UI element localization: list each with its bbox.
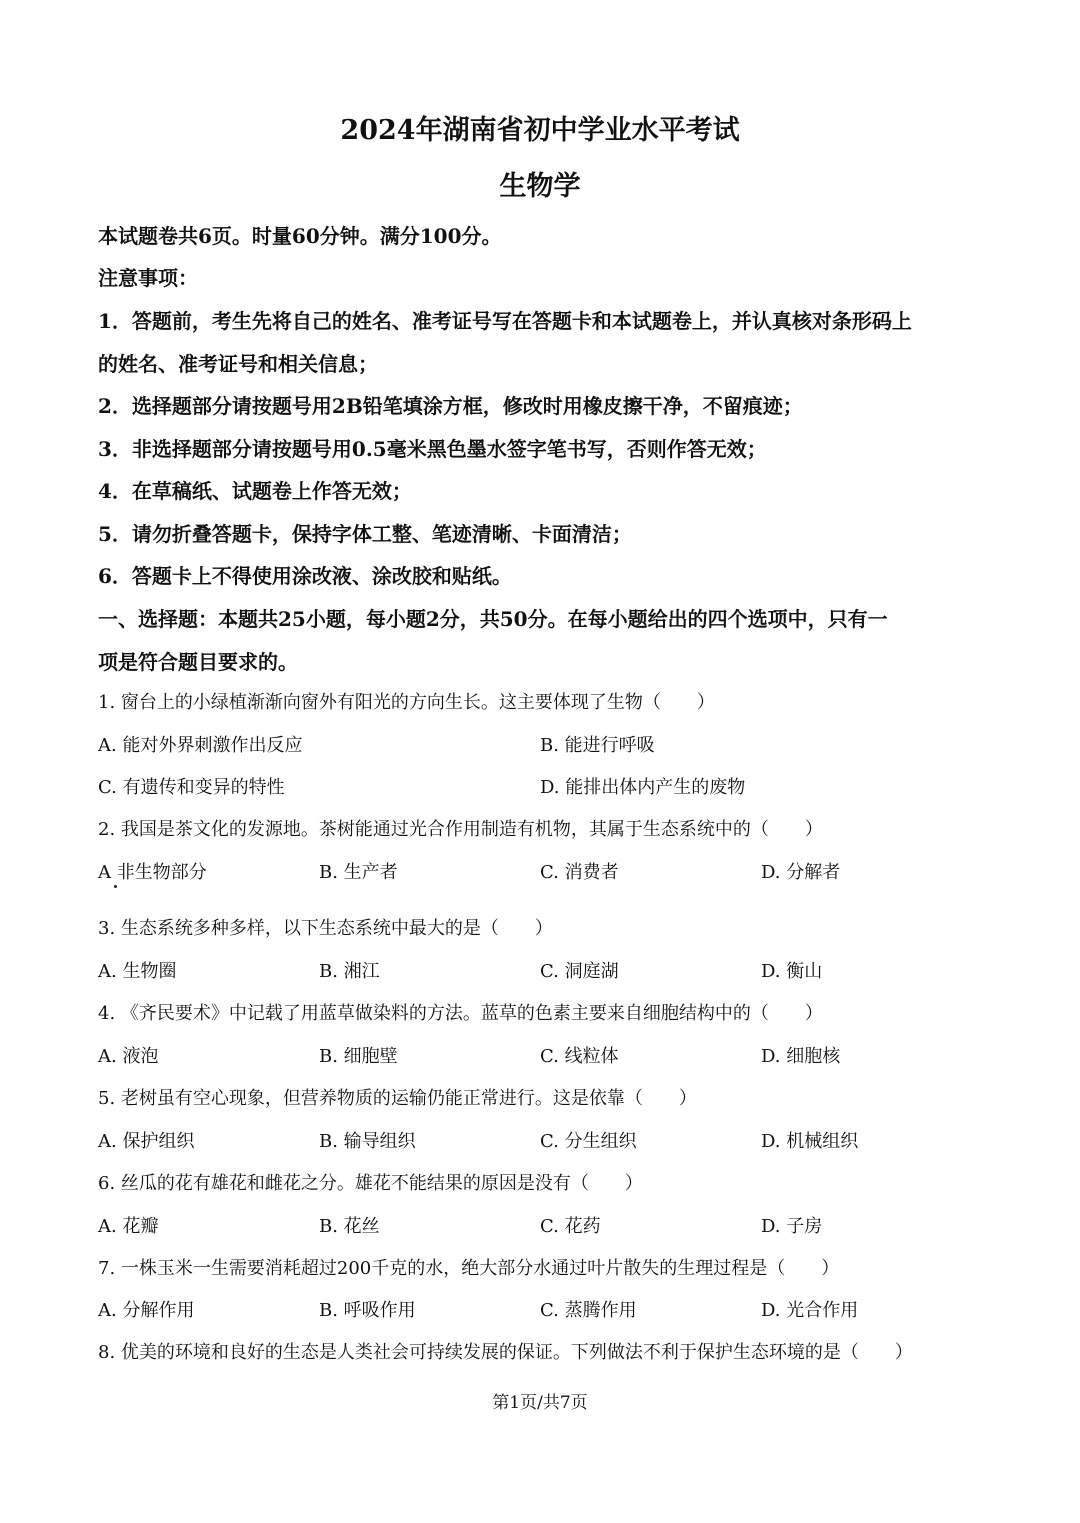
option-d: D. 能排出体内产生的废物 — [540, 777, 746, 798]
option-d: D. 衡山 — [761, 961, 823, 982]
option-c: C. 花药 — [540, 1216, 601, 1237]
page-footer: 第1页/共7页 — [492, 1393, 588, 1413]
option-c: C. 洞庭湖 — [540, 961, 619, 982]
option-c: C. 消费者 — [540, 862, 619, 883]
question-stem: 4. 《齐民要术》中记载了用蓝草做染料的方法。蓝草的色素主要来自细胞结构中的（ ） — [98, 1003, 823, 1024]
note-item: 的姓名、准考证号和相关信息； — [98, 352, 378, 376]
option-a: A. 分解作用 — [98, 1300, 195, 1321]
option-d: D. 子房 — [761, 1216, 823, 1237]
option-a: A. 生物圈 — [98, 961, 177, 982]
option-c: C. 有遗传和变异的特性 — [98, 777, 285, 798]
option-a: A. 花瓣 — [98, 1216, 159, 1237]
option-b: B. 能进行呼吸 — [540, 735, 655, 756]
note-item: 4．在草稿纸、试题卷上作答无效； — [98, 479, 412, 503]
note-item: 5．请勿折叠答题卡，保持字体工整、笔迹清晰、卡面清洁； — [98, 522, 632, 546]
note-item: 6．答题卡上不得使用涂改液、涂改胶和贴纸。 — [98, 564, 512, 588]
option-a: A 非生物部分 — [98, 862, 207, 883]
question-stem: 3. 生态系统多种多样，以下生态系统中最大的是（ ） — [98, 918, 553, 939]
exam-title: 2024年湖南省初中学业水平考试 — [340, 115, 740, 146]
note-item: 2．选择题部分请按题号用2B铅笔填涂方框，修改时用橡皮擦干净，不留痕迹； — [98, 394, 803, 418]
option-c: C. 分生组织 — [540, 1131, 637, 1152]
subject-title: 生物学 — [499, 171, 581, 202]
option-b: B. 湘江 — [319, 961, 380, 982]
question-stem: 6. 丝瓜的花有雄花和雌花之分。雄花不能结果的原因是没有（ ） — [98, 1173, 643, 1194]
note-item: 3．非选择题部分请按题号用0.5毫米黑色墨水签字笔书写，否则作答无效； — [98, 437, 767, 461]
question-stem: 2. 我国是茶文化的发源地。茶树能通过光合作用制造有机物，其属于生态系统中的（ ） — [98, 819, 823, 840]
note-item: 1．答题前，考生先将自己的姓名、准考证号写在答题卡和本试题卷上，并认真核对条形码上 — [98, 309, 912, 333]
question-stem: 8. 优美的环境和良好的生态是人类社会可持续发展的保证。下列做法不利于保护生态环境的是（ ） — [98, 1342, 913, 1363]
option-b: B. 输导组织 — [319, 1131, 416, 1152]
option-d: D. 细胞核 — [761, 1046, 841, 1067]
exam-intro: 本试题卷共6页。时量60分钟。满分100分。 — [98, 224, 502, 248]
option-b: B. 生产者 — [319, 862, 398, 883]
option-a: A. 液泡 — [98, 1046, 159, 1067]
option-d: D. 分解者 — [761, 862, 841, 883]
section-heading: 一、选择题：本题共25小题，每小题2分，共50分。在每小题给出的四个选项中，只有一 — [98, 607, 888, 631]
option-c: C. 线粒体 — [540, 1046, 619, 1067]
question-stem: 5. 老树虽有空心现象，但营养物质的运输仍能正常进行。这是依靠（ ） — [98, 1088, 697, 1109]
option-b: B. 细胞壁 — [319, 1046, 398, 1067]
option-a: A. 保护组织 — [98, 1131, 195, 1152]
notes-heading: 注意事项： — [98, 266, 198, 290]
question-stem: 1. 窗台上的小绿植渐渐向窗外有阳光的方向生长。这主要体现了生物（ ） — [98, 692, 715, 713]
option-b: B. 呼吸作用 — [319, 1300, 416, 1321]
stray-dot — [114, 885, 117, 888]
option-d: D. 机械组织 — [761, 1131, 859, 1152]
section-heading-cont: 项是符合题目要求的。 — [98, 650, 298, 674]
question-stem: 7. 一株玉米一生需要消耗超过200千克的水，绝大部分水通过叶片散失的生理过程是（ ） — [98, 1258, 840, 1279]
option-c: C. 蒸腾作用 — [540, 1300, 637, 1321]
option-d: D. 光合作用 — [761, 1300, 859, 1321]
option-a: A. 能对外界刺激作出反应 — [98, 735, 303, 756]
option-b: B. 花丝 — [319, 1216, 380, 1237]
